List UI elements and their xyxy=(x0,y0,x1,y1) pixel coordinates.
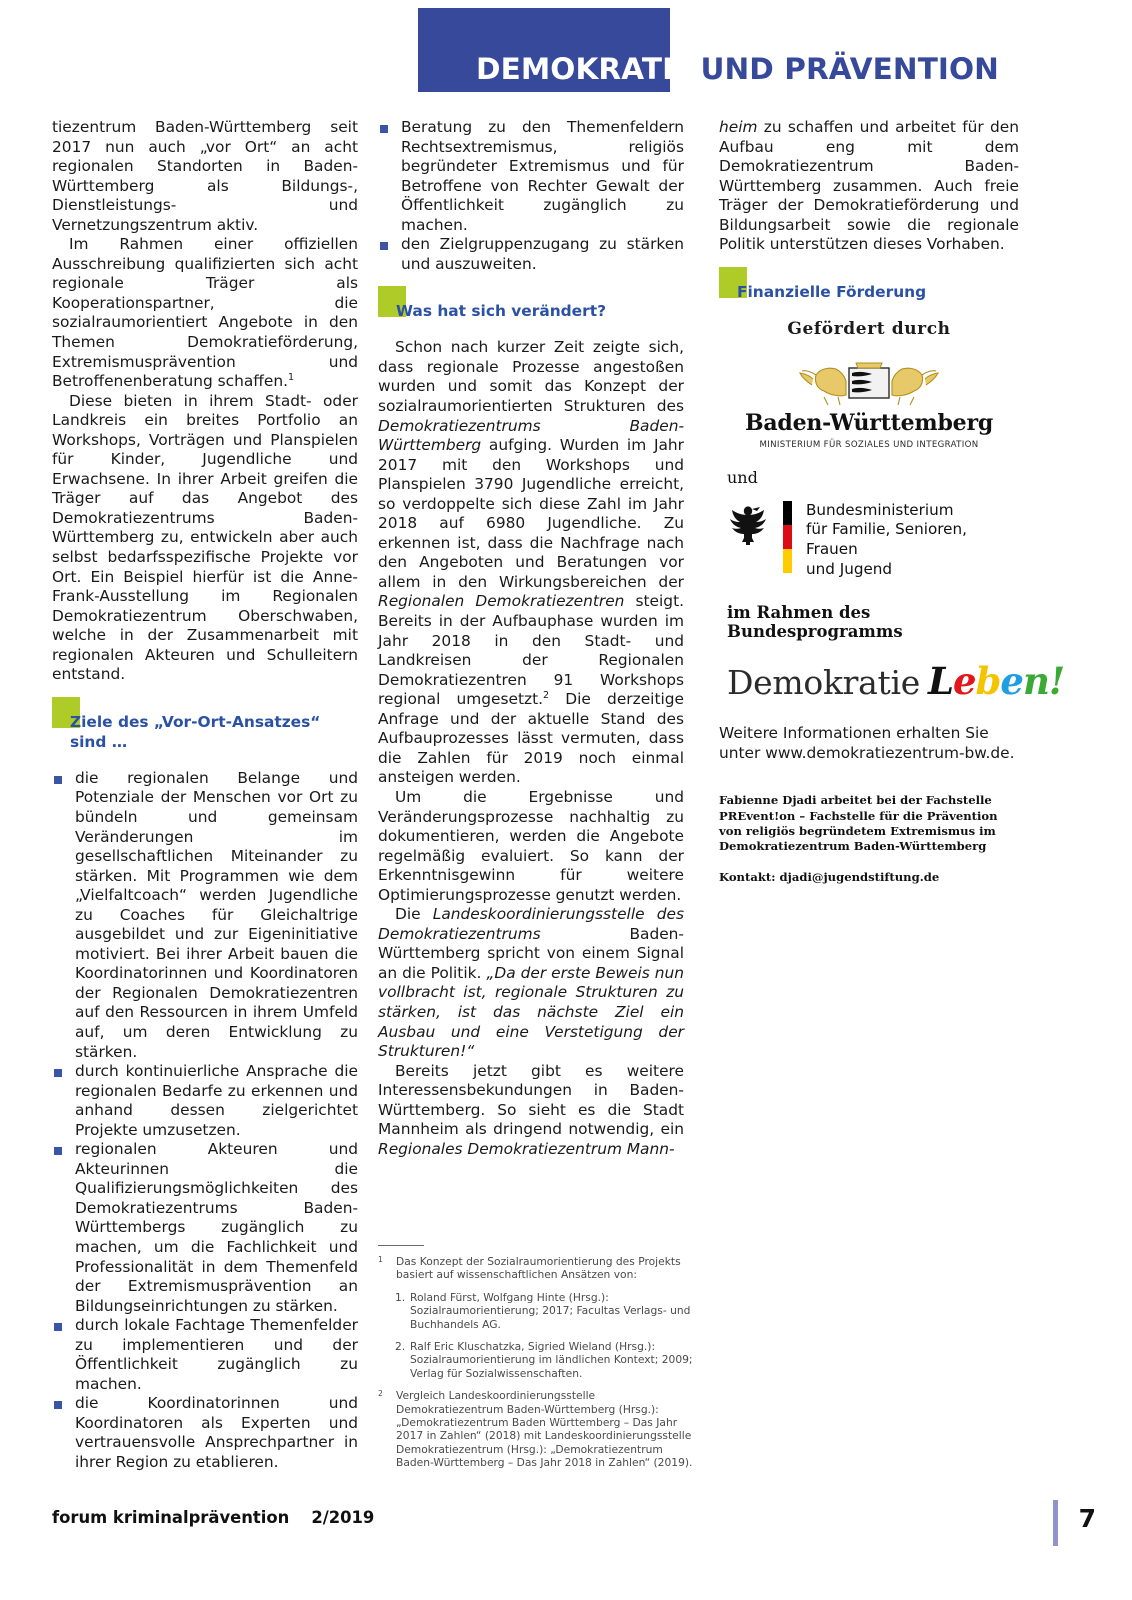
paragraph-text: steigt. Bereits in der Aufbauphase wurden im Jahr 2018 in den Stadt- und Landkreisen der Regionalen Demokratiezentren 91 Workshops regional umgesetzt. xyxy=(378,592,684,709)
footnote-ref-2[interactable]: 2 xyxy=(543,690,550,702)
footer-accent-rule xyxy=(1053,1500,1058,1546)
logo-letter-e2: e xyxy=(1000,659,1023,704)
footnote-divider xyxy=(378,1245,424,1246)
section-heading-label: Ziele des „Vor-Ort-Ansatzes“ sind … xyxy=(70,712,321,751)
paragraph xyxy=(378,905,684,1061)
bmfsfj-line-3: und Jugend xyxy=(806,559,893,578)
footnote-2 xyxy=(378,1389,694,1469)
paragraph-text: aufging. Wurden im Jahr 2017 mit den Workshops und Planspielen 3790 Jugendliche erreicht, so verdoppelte sich diese Zahl im Jahr 2018 auf 6980 Jugendliche. Zu erkennen ist, dass die Nachfrage nach den Angeboten und Beratungen vor allem in den Wirkungsbereichen der xyxy=(378,436,684,591)
goals-list xyxy=(52,769,358,1473)
bmfsfj-logo xyxy=(719,501,1019,579)
und-connector-label: und xyxy=(727,467,758,487)
section-heading-ziele xyxy=(52,712,358,752)
page-title xyxy=(418,8,1038,92)
funding-logos xyxy=(719,318,1065,886)
page-title-highlight: DEMOKRATIE xyxy=(476,51,694,86)
footnote-number: 2 xyxy=(378,1389,383,1399)
footnote-text: Das Konzept der Sozialraumorientierung des Projekts basiert auf wissenschaftlichen Ansätzen von: xyxy=(396,1255,681,1282)
paragraph: tiezentrum Baden-Württemberg seit 2017 nun auch „vor Ort“ an acht regionalen Standorten in Baden-Württemberg als Bildungs-, Dienstleistungs- und Vernetzungszentrum aktiv. xyxy=(52,118,358,234)
bmfsfj-line-2: für Familie, Senioren, Frauen xyxy=(806,520,967,559)
page-number: 7 xyxy=(1078,1504,1096,1533)
publication-name: forum kriminalprävention xyxy=(52,1508,290,1527)
paragraph-text: Die derzeitige Anfrage und der aktuelle Stand des Aufbauprozesses lässt vermuten, dass die Zahlen für 2019 noch einmal ansteigen werden. xyxy=(378,690,684,787)
tasks-list xyxy=(378,118,684,274)
paragraph xyxy=(719,118,1019,255)
logo-letter-n: n xyxy=(1022,659,1049,704)
emphasis: Demokratiezentrums Baden-Württemberg xyxy=(378,416,684,455)
source-number: 2. xyxy=(395,1340,406,1354)
section-heading-finanzielle-foerderung xyxy=(719,282,1019,302)
paragraph xyxy=(52,235,358,391)
column-3 xyxy=(719,118,1065,885)
funded-by-label: Gefördert durch xyxy=(787,318,951,339)
flag-stripe-gold xyxy=(783,549,792,573)
column-1 xyxy=(52,118,358,1473)
issue-number: 2/2019 xyxy=(311,1508,375,1527)
page-footer xyxy=(0,1504,1132,1554)
paragraph: Diese bieten in ihrem Stadt- oder Landkreis ein breites Portfolio an Workshops, Vorträgen und Planspielen für Kinder, Jugendliche und Erwachsene. In ihrer Arbeit greifen die Träger auf das Angebot des Demokratiezentrums Baden-Württemberg zu, entwickeln aber auch selbst bedarfsspezifische Projekte vor Ort. Ein Beispiel hierfür ist die Anne-Frank-Ausstellung im Regionalen Demokratiezentrum Oberschwaben, welche in der Zusammenarbeit mit regionalen Akteuren und Schulleitern entstand. xyxy=(52,391,358,684)
page-title-rest: UND PRÄVENTION xyxy=(700,51,999,86)
paragraph xyxy=(378,1062,684,1160)
german-flag-bar xyxy=(783,501,792,573)
list-item: durch lokale Fachtage Themenfelder zu implementieren und der Öffentlichkeit zugänglich zu machen. xyxy=(52,1316,358,1394)
list-item: regionalen Akteuren und Akteurinnen die Qualifizierungsmöglichkeiten des Demokratiezentrums Baden-Württembergs zugänglich zu machen, um die Fachlichkeit und Professionalität in dem Themenfeld der Extremismusprävention an Bildungseinrichtungen zu stärken. xyxy=(52,1140,358,1316)
flag-stripe-red xyxy=(783,525,792,549)
column-2 xyxy=(378,118,684,1159)
footnote-number: 1 xyxy=(378,1255,383,1264)
list-item: die Koordinatorinnen und Koordinatoren als Experten und vertrauensvolle Ansprechpartner in ihrer Region zu etablieren. xyxy=(52,1394,358,1472)
footnote-text: Vergleich Landeskoordinierungsstelle Demokratiezentrum Baden-Württemberg (Hrsg.): „Demokratiezentrum Baden Württemberg – Das Jahr 2017 in Zahlen“ (2018) mit Landeskoordinierungsstelle Demokratiezentrum (Hrsg.): „Demokratiezentrum Baden-Württemberg – Das Jahr 2018 in Zahlen“ (2019). xyxy=(396,1389,693,1470)
paragraph-text: Die xyxy=(395,905,433,924)
flag-stripe-black xyxy=(783,501,792,525)
bmfsfj-line-1: Bundesministerium xyxy=(806,500,954,519)
page-header xyxy=(0,0,1132,100)
bmfsfj-logo-text xyxy=(806,501,1019,579)
section-heading-label: Finanzielle Förderung xyxy=(737,282,927,301)
bw-logo-name: Baden-Württemberg xyxy=(744,409,994,436)
emphasis: Regionales Demokratiezentrum Mann- xyxy=(378,1139,675,1158)
footer-publication-info xyxy=(52,1508,374,1527)
emphasis: Regionalen Demokratiezentren xyxy=(378,592,625,611)
paragraph-text: Schon nach kurzer Zeit zeigte sich, dass regionale Prozesse angestoßen wurden und somit das Konzept der sozialraumorientierten Strukturen des xyxy=(378,338,684,416)
logo-letter-exclamation: ! xyxy=(1048,659,1065,704)
list-item: Beratung zu den Themenfeldern Rechtsextremismus, religiös begründeter Extremismus und für Betroffene von Rechter Gewalt der Öffentlichkeit zugänglich zu machen. xyxy=(378,118,684,235)
emphasis: Landeskoordinierungsstelle des Demokratiezentrums xyxy=(378,905,684,943)
footnote-1 xyxy=(378,1255,694,1282)
demokratie-leben-logo xyxy=(719,659,1065,704)
logo-letter-b: b xyxy=(975,659,1001,704)
footnotes-block xyxy=(378,1245,694,1479)
paragraph-text: Im Rahmen einer offiziellen Ausschreibung qualifizierten sich acht regionale Träger als Kooperationspartner, die sozialraumorientiert Angebote in den Themen Demokratieförderung, Extremismusprävention und Betroffenenberatung schaffen. xyxy=(52,235,358,391)
paragraph-text: Bereits jetzt gibt es weitere Interessensbekundungen in Baden-Württemberg. So sieht es die Stadt Mannheim als dringend notwendig, ein xyxy=(378,1061,684,1139)
paragraph-text: zu schaffen und arbeitet für den Aufbau eng mit dem Demokratiezentrum Baden-Württemberg zusammen. Auch freie Träger der Demokratieförderung und Bildungsarbeit sowie die regionale Politik unterstützen dieses Vorhaben. xyxy=(719,118,1019,254)
logo-letter-l: L xyxy=(927,659,953,704)
bw-logo-subtitle: MINISTERIUM FÜR SOZIALES UND INTEGRATION xyxy=(759,439,979,450)
paragraph xyxy=(378,338,684,788)
baden-wuerttemberg-logo xyxy=(719,355,1019,450)
source-text: Ralf Eric Kluschatzka, Sigried Wieland (Hrsg.): Sozialraumorientierung im ländlichen Kontext; 2009; Verlag für Sozialwissenschaften. xyxy=(410,1340,693,1380)
section-heading-veraendert xyxy=(378,301,684,321)
source-number: 1. xyxy=(395,1290,406,1304)
program-frame-label: im Rahmen des Bundesprogramms xyxy=(727,603,903,642)
pull-quote: „Da der erste Beweis nun vollbracht ist, regionale Strukturen zu stärken, ist das nächste Ziel ein Ausbau und eine Verstetigung der Strukturen!“ xyxy=(378,963,684,1061)
list-item: durch kontinuierliche Ansprache die regionalen Bedarfe zu erkennen und anhand dessen zielgerichtet Projekte umzusetzen. xyxy=(52,1062,358,1140)
footnote-ref-1[interactable]: 1 xyxy=(288,371,295,383)
federal-eagle-icon xyxy=(727,501,769,545)
logo-letter-e1: e xyxy=(952,659,976,704)
author-contact: Kontakt: djadi@jugendstiftung.de xyxy=(719,870,940,885)
section-heading-label: Was hat sich verändert? xyxy=(396,302,606,321)
more-info-text: Weitere Informationen erhalten Sie unter www.demokratiezentrum-bw.de. xyxy=(719,724,1015,762)
author-bio: Fabienne Djadi arbeitet bei der Fachstelle PREvent!on – Fachstelle für die Prävention von religiös begründetem Extremismus im Demokratiezentrum Baden-Württemberg xyxy=(719,793,998,853)
list-item: den Zielgruppenzugang zu stärken und auszuweiten. xyxy=(378,235,684,274)
footnote-1-source-2 xyxy=(395,1340,694,1380)
footnote-1-source-1 xyxy=(395,1291,694,1331)
bw-crest-icon xyxy=(794,355,944,409)
logo-word-demokratie: Demokratie xyxy=(727,663,920,703)
logo-word-leben xyxy=(928,659,1064,703)
list-item: die regionalen Belange und Potenziale der Menschen vor Ort zu bündeln und gemeinsam Veränderungen im gesellschaftlichen Miteinander zu stärken. Mit Programmen wie dem „Vielfaltcoach“ werden Jugendliche zu Coaches für Gleichaltrige ausgebildet und zur Eigeninitiative motiviert. Bei ihrer Arbeit bauen die Koordinatorinnen und Koordinatoren der Regionalen Demokratiezentren auf den Ressourcen in ihrem Umfeld auf, um deren Entwicklung zu stärken. xyxy=(52,769,358,1062)
paragraph-text: Baden-Württemberg spricht von einem Signal an die Politik. xyxy=(378,924,684,982)
emphasis: heim xyxy=(719,118,758,136)
source-text: Roland Fürst, Wolfgang Hinte (Hrsg.): Sozialraumorientierung; 2017; Facultas Verlags- und Buchhandels AG. xyxy=(410,1290,691,1331)
paragraph: Um die Ergebnisse und Veränderungsprozesse nachhaltig zu dokumentieren, werden die Angebote regelmäßig evaluiert. So kann der Erkenntnisgewinn für weitere Optimierungsprozesse genutzt werden. xyxy=(378,787,684,904)
